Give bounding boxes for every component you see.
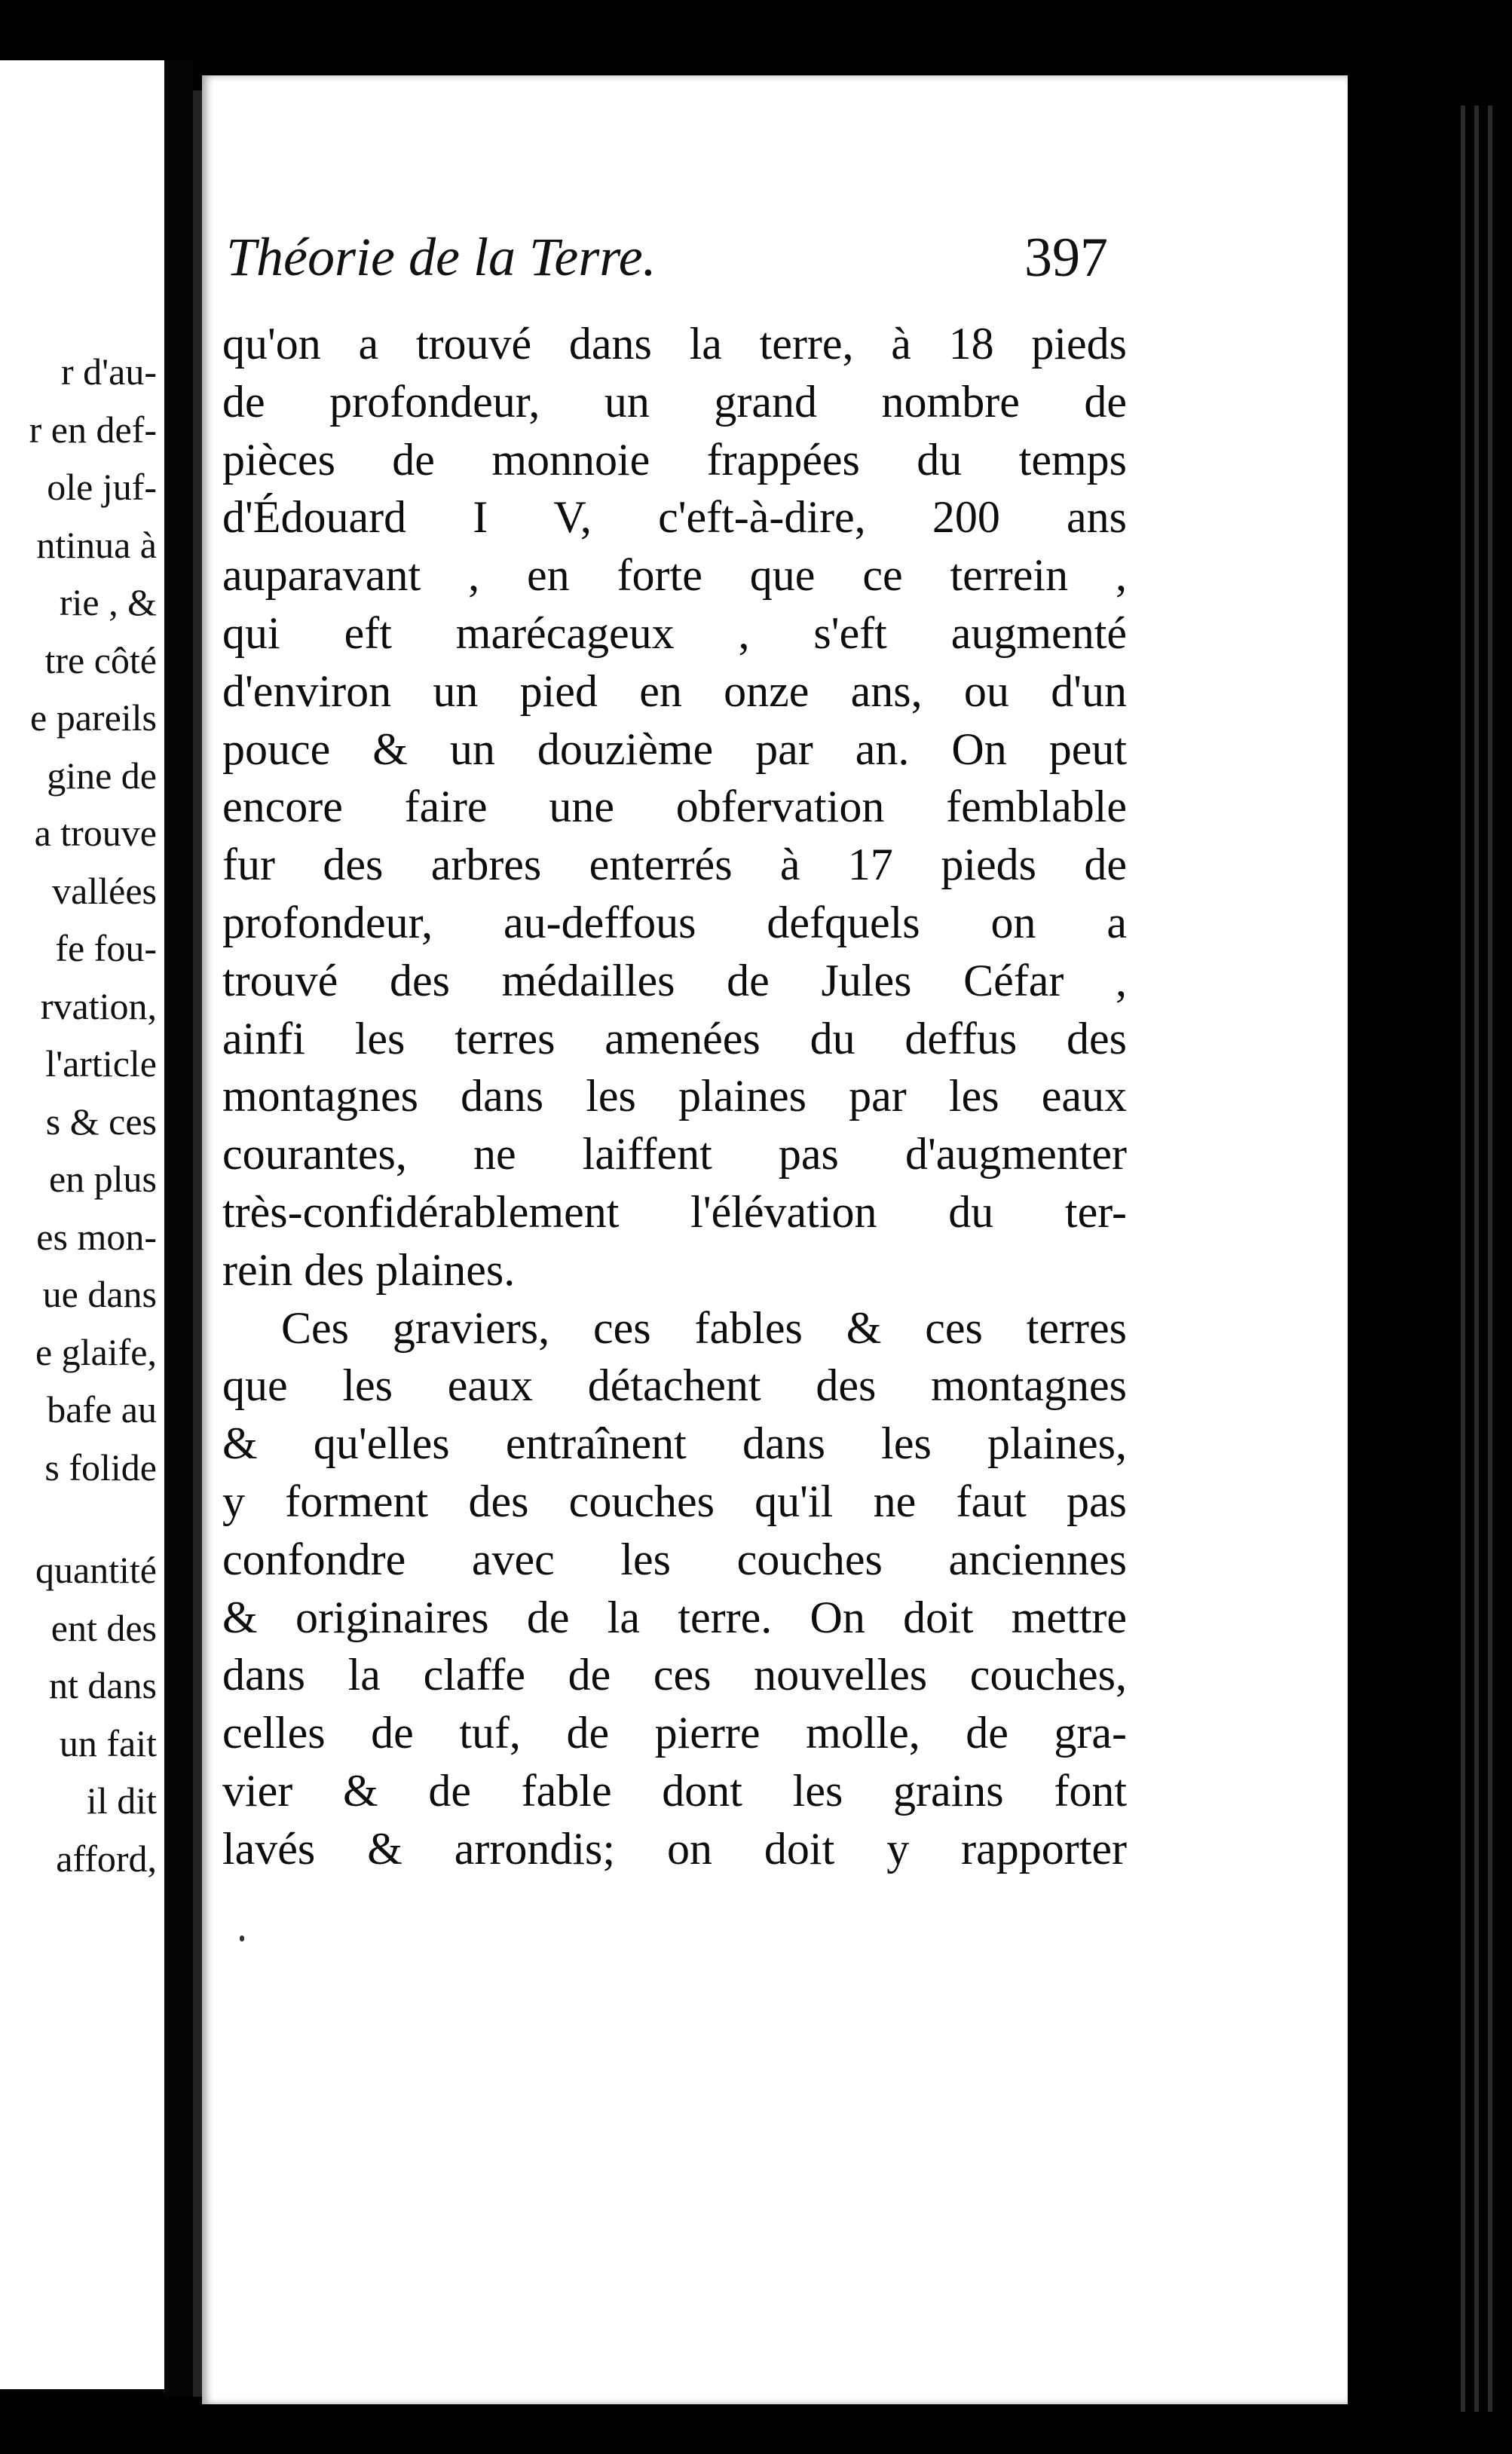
facing-line: ole juf-: [47, 466, 157, 508]
body-text: [222, 315, 1127, 1878]
text-line: pièces de monnoie frappées du temps: [222, 434, 1127, 485]
text-line: ainfi les terres amenées du deffus des: [222, 1013, 1127, 1063]
facing-line: r d'au-: [60, 350, 157, 393]
running-head: [226, 226, 1108, 309]
text-line: profondeur, au-deffous defquels on a: [222, 897, 1127, 947]
facing-line: es mon-: [36, 1215, 157, 1258]
facing-line: tre côté: [44, 638, 157, 681]
facing-line: rvation,: [40, 984, 157, 1027]
page-edges: [1348, 75, 1512, 2454]
facing-line: s & ces: [45, 1100, 157, 1143]
facing-line: s folide: [44, 1446, 157, 1489]
facing-line: afford,: [56, 1837, 157, 1880]
paragraph-1: [222, 315, 1127, 1299]
facing-line: un fait: [59, 1721, 157, 1764]
text-line: y forment des couches qu'il ne faut pas: [222, 1476, 1127, 1526]
facing-line: quantité: [35, 1549, 157, 1591]
page-number: 397: [1024, 227, 1108, 289]
facing-line: fe fou-: [55, 927, 157, 969]
text-line: pouce & un douzième par an. On peut: [222, 724, 1127, 774]
text-line: que les eaux détachent des montagnes: [222, 1360, 1127, 1411]
text-line: vier & de fable dont les grains font: [222, 1765, 1127, 1816]
text-line: d'Édouard I V, c'eft-à-dire, 200 ans: [222, 492, 1127, 543]
facing-line: il dit: [86, 1779, 157, 1822]
facing-line: ntinua à: [36, 523, 157, 566]
text-line: & originaires de la terre. On doit mettre: [222, 1592, 1127, 1642]
facing-page-fragment: [0, 60, 164, 2389]
facing-line: e pareils: [30, 696, 157, 739]
text-line: celles de tuf, de pierre molle, de gra-: [222, 1708, 1127, 1758]
text-line: Ces graviers, ces fables & ces terres: [281, 1302, 1127, 1353]
text-line: d'environ un pied en onze ans, ou d'un: [222, 666, 1127, 716]
text-line: lavés & arrondis; on doit y rapporter: [222, 1823, 1127, 1874]
facing-line: gine de: [47, 754, 157, 797]
ink-speck: [240, 1935, 244, 1941]
facing-line: bafe au: [47, 1388, 157, 1430]
facing-line: e glaife,: [35, 1330, 157, 1373]
text-line: encore faire une obfervation femblable: [222, 782, 1127, 832]
facing-line: rie , &: [59, 581, 157, 623]
page-edge-line: [1474, 106, 1479, 2412]
text-line: confondre avec les couches anciennes: [222, 1534, 1127, 1584]
text-line: qu'on a trouvé dans la terre, à 18 pieds: [222, 319, 1127, 369]
text-line: auparavant , en forte que ce terrein ,: [222, 550, 1127, 601]
page-edge-line: [1488, 106, 1492, 2412]
facing-line: ue dans: [42, 1273, 157, 1315]
facing-page-text: [0, 343, 157, 1887]
text-line: montagnes dans les plaines par les eaux: [222, 1071, 1127, 1121]
text-line: dans la claffe de ces nouvelles couches,: [222, 1650, 1127, 1700]
text-line: de profondeur, un grand nombre de: [222, 376, 1127, 427]
facing-line: nt dans: [48, 1664, 157, 1706]
text-line: qui eft marécageux , s'eft augmenté: [222, 607, 1127, 658]
facing-line: vallées: [52, 869, 157, 912]
facing-line: ent des: [51, 1606, 157, 1649]
text-line: courantes, ne laiffent pas d'augmenter: [222, 1129, 1127, 1180]
paragraph-2: [222, 1299, 1127, 1878]
facing-line: en plus: [48, 1158, 157, 1200]
text-line: & qu'elles entraînent dans les plaines,: [222, 1418, 1127, 1469]
running-title: Théorie de la Terre.: [226, 227, 657, 287]
text-line: fur des arbres enterrés à 17 pieds de: [222, 840, 1127, 890]
facing-line: l'article: [45, 1042, 157, 1085]
text-line: trouvé des médailles de Jules Céfar ,: [222, 955, 1127, 1005]
text-line: très-confidérablement l'élévation du ter-: [222, 1186, 1127, 1237]
book-spine: [164, 60, 193, 2397]
facing-line: r en def-: [29, 408, 157, 451]
page-edge-line: [1461, 106, 1465, 2412]
text-line: rein des plaines.: [222, 1244, 516, 1295]
facing-line: a trouve: [34, 812, 157, 854]
